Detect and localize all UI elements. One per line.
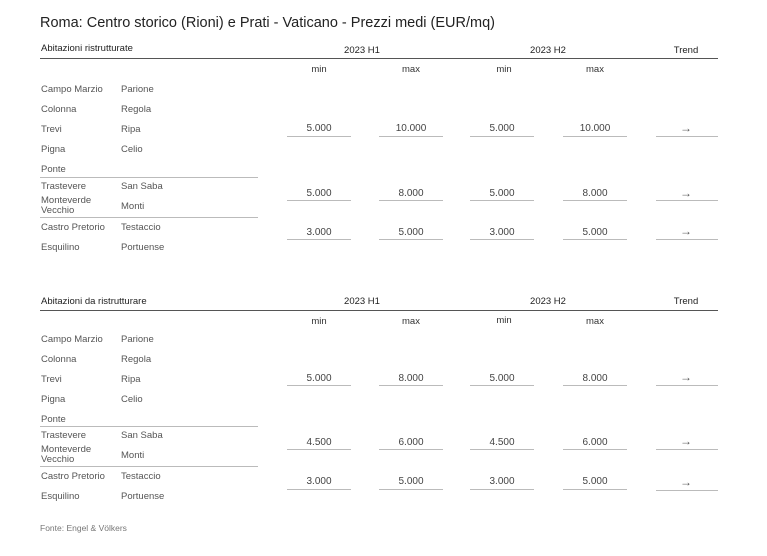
zone-name: Colonna — [41, 104, 77, 115]
value-h2-min: 5.000 — [489, 123, 515, 134]
value-h1-min: 3.000 — [306, 476, 332, 487]
section-label: Abitazioni da ristrutturare — [41, 296, 147, 307]
sub-header-h1-max: max — [402, 316, 420, 327]
value-underline — [656, 136, 718, 137]
sub-header-h1-min: min — [311, 64, 327, 75]
value-underline — [470, 136, 534, 137]
zone-name: Ripa — [121, 124, 141, 135]
zone-name: Monteverde Vecchio — [41, 195, 92, 216]
trend-arrow-icon: → — [680, 434, 692, 448]
value-underline — [563, 385, 627, 386]
value-underline — [379, 200, 443, 201]
value-underline — [470, 385, 534, 386]
zone-name: Ripa — [121, 374, 141, 385]
group-separator — [40, 426, 258, 427]
value-h2-max: 5.000 — [582, 227, 608, 238]
value-underline — [287, 200, 351, 201]
group-separator — [40, 177, 258, 178]
col-header-trend: Trend — [673, 45, 699, 56]
value-underline — [470, 449, 534, 450]
value-underline — [379, 449, 443, 450]
zone-name: Castro Pretorio — [41, 471, 105, 482]
value-h1-max: 5.000 — [398, 476, 424, 487]
zone-name: Trevi — [41, 124, 62, 135]
value-h1-max: 8.000 — [398, 188, 424, 199]
source-note: Fonte: Engel & Völkers — [40, 523, 127, 533]
value-underline — [470, 239, 534, 240]
value-underline — [379, 489, 443, 490]
value-h1-max: 8.000 — [398, 373, 424, 384]
sub-header-h1-min: min — [311, 316, 327, 327]
trend-arrow-icon: → — [680, 475, 692, 489]
zone-name: Testaccio — [121, 471, 161, 482]
sub-header-h2-max: max — [586, 64, 604, 75]
section-label: Abitazioni ristrutturate — [41, 43, 133, 54]
zone-name: Portuense — [121, 242, 165, 253]
sub-header-h2-min: min — [496, 315, 512, 326]
value-underline — [470, 489, 534, 490]
group-separator — [40, 217, 258, 218]
zone-name: Parione — [121, 84, 154, 95]
zone-name: Pigna — [41, 394, 66, 405]
value-h1-max: 6.000 — [398, 437, 424, 448]
zone-name: Colonna — [41, 354, 77, 365]
group-separator — [40, 466, 258, 467]
zone-name: Portuense — [121, 491, 165, 502]
zone-name: Testaccio — [121, 222, 161, 233]
value-underline — [379, 136, 443, 137]
zone-name: Pigna — [41, 144, 66, 155]
value-underline — [563, 136, 627, 137]
value-underline — [563, 489, 627, 490]
value-h2-max: 8.000 — [582, 373, 608, 384]
value-underline — [656, 449, 718, 450]
zone-name: Regola — [121, 104, 152, 115]
value-h1-min: 5.000 — [306, 188, 332, 199]
trend-arrow-icon: → — [680, 224, 692, 238]
header-rule — [40, 58, 718, 59]
value-h2-min: 3.000 — [489, 476, 515, 487]
value-h2-min: 5.000 — [489, 373, 515, 384]
sub-header-h1-max: max — [402, 64, 420, 75]
value-underline — [656, 490, 718, 491]
zone-name: Celio — [121, 144, 143, 155]
value-underline — [287, 489, 351, 490]
value-underline — [563, 449, 627, 450]
zone-name: Monti — [121, 450, 145, 461]
sub-header-h2-max: max — [586, 316, 604, 327]
value-underline — [379, 239, 443, 240]
sub-header-h2-min: min — [496, 64, 512, 75]
col-header-h1: 2023 H1 — [344, 45, 380, 56]
value-underline — [656, 239, 718, 240]
zone-name: San Saba — [121, 430, 163, 441]
value-h1-min: 5.000 — [306, 123, 332, 134]
trend-arrow-icon: → — [680, 186, 692, 200]
value-h2-max: 6.000 — [582, 437, 608, 448]
value-underline — [470, 200, 534, 201]
zone-name: Monteverde Vecchio — [41, 444, 92, 465]
value-h2-min: 3.000 — [489, 227, 515, 238]
value-h2-max: 5.000 — [582, 476, 608, 487]
zone-name: Ponte — [41, 164, 66, 175]
value-h2-min: 4.500 — [489, 437, 515, 448]
value-h1-min: 5.000 — [306, 373, 332, 384]
value-h1-min: 3.000 — [306, 227, 332, 238]
zone-name: Parione — [121, 334, 154, 345]
value-underline — [563, 239, 627, 240]
value-h1-min: 4.500 — [306, 437, 332, 448]
value-underline — [287, 449, 351, 450]
col-header-h1: 2023 H1 — [344, 296, 380, 307]
zone-name: Trastevere — [41, 181, 87, 192]
header-rule — [40, 310, 718, 311]
zone-name: Castro Pretorio — [41, 222, 105, 233]
page-title: Roma: Centro storico (Rioni) e Prati - Vaticano - Prezzi medi (EUR/mq) — [40, 15, 495, 31]
value-underline — [379, 385, 443, 386]
zone-name: Regola — [121, 354, 152, 365]
value-h1-max: 5.000 — [398, 227, 424, 238]
value-h2-max: 10.000 — [579, 123, 611, 134]
value-underline — [287, 385, 351, 386]
col-header-trend: Trend — [673, 296, 699, 307]
value-underline — [287, 239, 351, 240]
trend-arrow-icon: → — [680, 121, 692, 135]
zone-name: Campo Marzio — [41, 84, 103, 95]
value-underline — [563, 200, 627, 201]
value-underline — [656, 200, 718, 201]
zone-name: Esquilino — [41, 491, 80, 502]
zone-name: Campo Marzio — [41, 334, 103, 345]
zone-name: Ponte — [41, 414, 66, 425]
zone-name: Celio — [121, 394, 143, 405]
zone-name: Esquilino — [41, 242, 80, 253]
value-h1-max: 10.000 — [395, 123, 427, 134]
value-h2-max: 8.000 — [582, 188, 608, 199]
trend-arrow-icon: → — [680, 370, 692, 384]
zone-name: Trevi — [41, 374, 62, 385]
col-header-h2: 2023 H2 — [530, 45, 566, 56]
value-h2-min: 5.000 — [489, 188, 515, 199]
col-header-h2: 2023 H2 — [530, 296, 566, 307]
value-underline — [287, 136, 351, 137]
zone-name: Trastevere — [41, 430, 87, 441]
zone-name: Monti — [121, 201, 145, 212]
zone-name: San Saba — [121, 181, 163, 192]
value-underline — [656, 385, 718, 386]
